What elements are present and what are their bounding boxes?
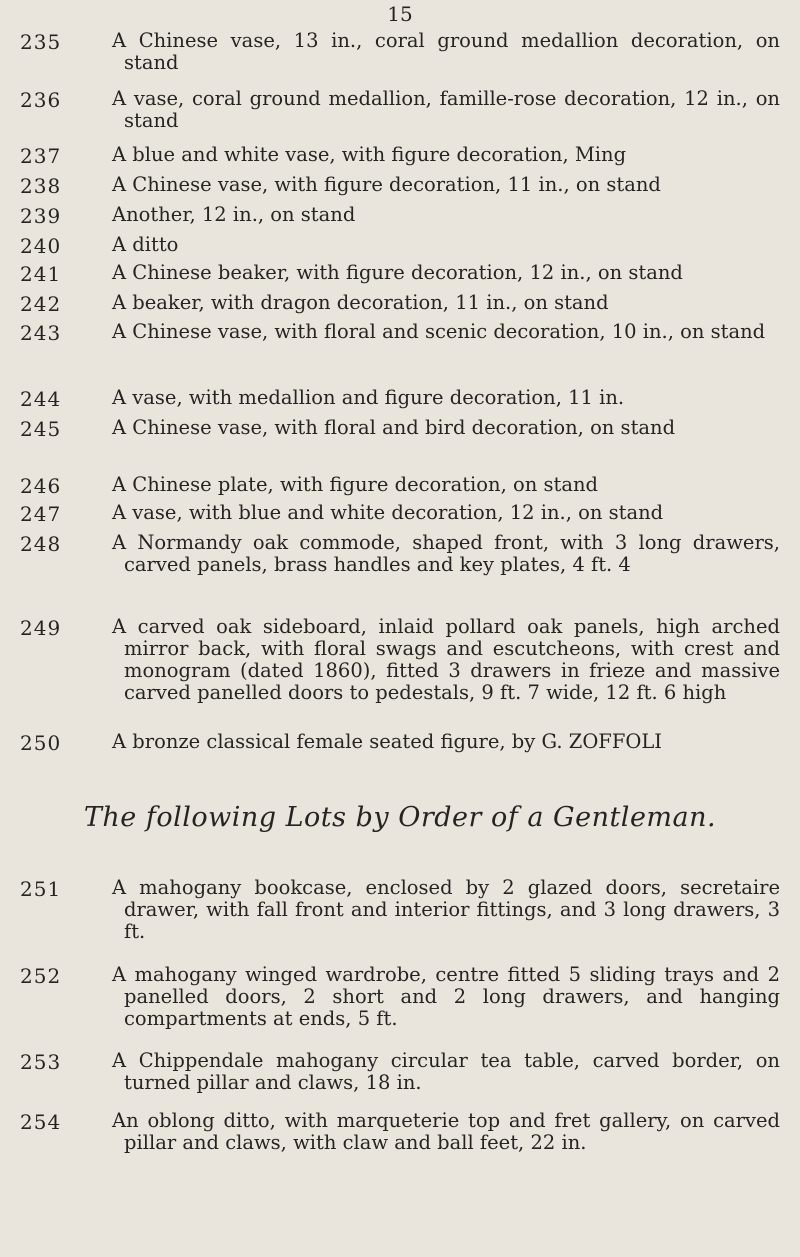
lot-description: A ditto <box>112 233 179 256</box>
lot-description: A Chinese beaker, with figure decoration, 12 in., on stand <box>112 261 683 284</box>
lot-description: A vase, with medallion and figure decoration, 11 in. <box>112 386 625 409</box>
lot-number: 235 <box>20 30 62 54</box>
lot-number: 242 <box>20 292 62 316</box>
lot-description: A Chinese vase, 13 in., coral ground medallion decoration, on stand <box>112 29 780 74</box>
lot-description: A Chippendale mahogany circular tea table, carved border, on turned pillar and claws, 18 in. <box>112 1049 780 1094</box>
lot-number: 244 <box>20 387 62 411</box>
lot-description: A Normandy oak commode, shaped front, with 3 long drawers, carved panels, brass handles and key plates, 4 ft. 4 <box>112 531 780 576</box>
lot-description: A mahogany winged wardrobe, centre fitted 5 sliding trays and 2 panelled doors, 2 short and 2 long drawers, and hanging compartments at ends, 5 ft. <box>112 963 780 1030</box>
lot-number: 251 <box>20 877 62 901</box>
page-number: 15 <box>387 2 413 26</box>
lot-description: A Chinese plate, with figure decoration, on stand <box>112 473 598 496</box>
lot-description: A Chinese vase, with floral and scenic decoration, 10 in., on stand <box>112 320 766 343</box>
lot-number: 240 <box>20 234 62 258</box>
lot-description: A carved oak sideboard, inlaid pollard oak panels, high arched mirror back, with floral swags and escutcheons, with crest and monogram (dated 1860), fitted 3 drawers in frieze and massive carved panelled doors to pedestals, 9 ft. 7 wide, 12 ft. 6 high <box>112 615 780 704</box>
lot-description: A beaker, with dragon decoration, 11 in., on stand <box>112 291 609 314</box>
lot-description: A Chinese vase, with floral and bird decoration, on stand <box>112 416 676 439</box>
lot-description: Another, 12 in., on stand <box>112 203 356 226</box>
lot-number: 239 <box>20 204 62 228</box>
lot-description: A vase, coral ground medallion, famille-rose decoration, 12 in., on stand <box>112 87 780 132</box>
lot-description: An oblong ditto, with marqueterie top and fret gallery, on carved pillar and claws, with claw and ball feet, 22 in. <box>112 1109 780 1154</box>
lot-number: 246 <box>20 474 62 498</box>
lot-number: 243 <box>20 321 62 345</box>
lot-number: 236 <box>20 88 62 112</box>
lot-description: A vase, with blue and white decoration, 12 in., on stand <box>112 501 664 524</box>
lot-number: 252 <box>20 964 62 988</box>
lot-number: 253 <box>20 1050 62 1074</box>
lot-description: A bronze classical female seated figure, by G. ZOFFOLI <box>112 730 663 753</box>
lot-number: 250 <box>20 731 62 755</box>
lot-number: 247 <box>20 502 62 526</box>
section-heading: The following Lots by Order of a Gentleman. <box>83 802 717 833</box>
lot-number: 254 <box>20 1110 62 1134</box>
lot-description: A Chinese vase, with figure decoration, 11 in., on stand <box>112 173 661 196</box>
lot-number: 241 <box>20 262 62 286</box>
lot-number: 238 <box>20 174 62 198</box>
lot-description: A mahogany bookcase, enclosed by 2 glazed doors, secretaire drawer, with fall front and interior fittings, and 3 long drawers, 3 ft. <box>112 876 780 943</box>
lot-description: A blue and white vase, with figure decoration, Ming <box>112 143 627 166</box>
lot-number: 249 <box>20 616 62 640</box>
lot-number: 245 <box>20 417 62 441</box>
lot-number: 237 <box>20 144 62 168</box>
lot-number: 248 <box>20 532 62 556</box>
